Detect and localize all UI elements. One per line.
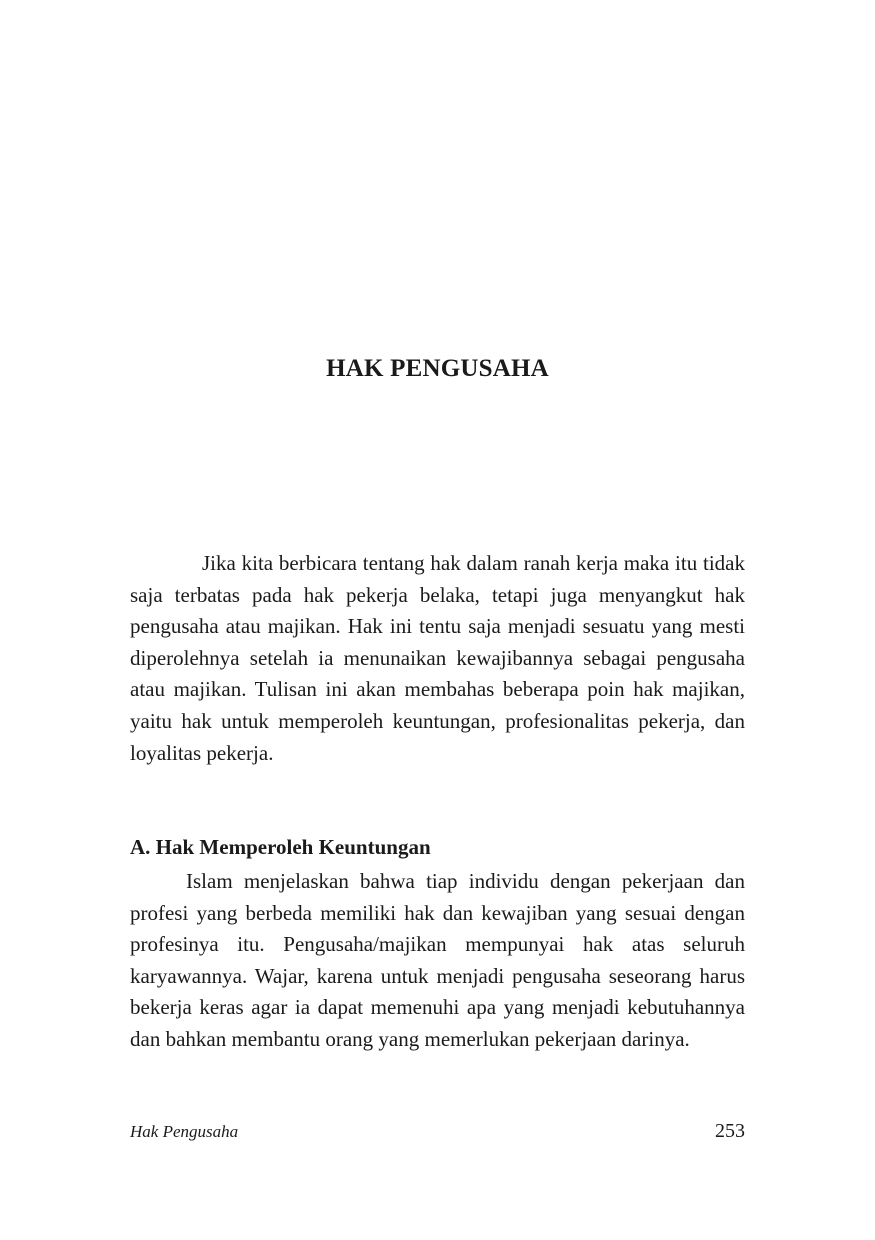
section-heading: A. Hak Memperoleh Keuntungan: [130, 835, 431, 859]
page-number: 253: [715, 1120, 745, 1142]
running-footer-title: Hak Pengusaha: [130, 1122, 239, 1141]
chapter-title: HAK PENGUSAHA: [326, 355, 549, 382]
section-paragraph: Islam menjelaskan bahwa tiap individu dengan pekerjaan dan profesi yang berbeda memiliki hak dan kewajiban yang sesuai dengan profesinya itu. Pengusaha/majikan mempunyai hak atas seluruh karyawannya. Wajar, karena untuk menjadi pengusaha seseorang harus bekerja keras agar ia dapat memenuhi apa yang menjadi kebutuhannya dan bahkan membantu orang yang memerlukan pekerjaan darinya.: [130, 869, 745, 1051]
intro-paragraph: Jika kita berbicara tentang hak dalam ranah kerja maka itu tidak saja terbatas pada hak pekerja belaka, tetapi juga menyangkut hak pengusaha atau majikan. Hak ini tentu saja menjadi sesuatu yang mesti diperolehnya setelah ia menunaikan kewajibannya sebagai pengusaha atau majikan. Tulisan ini akan membahas beberapa poin hak majikan, yaitu hak untuk memperoleh keuntungan, profesionalitas pekerja, dan loyalitas pekerja.: [130, 551, 745, 765]
